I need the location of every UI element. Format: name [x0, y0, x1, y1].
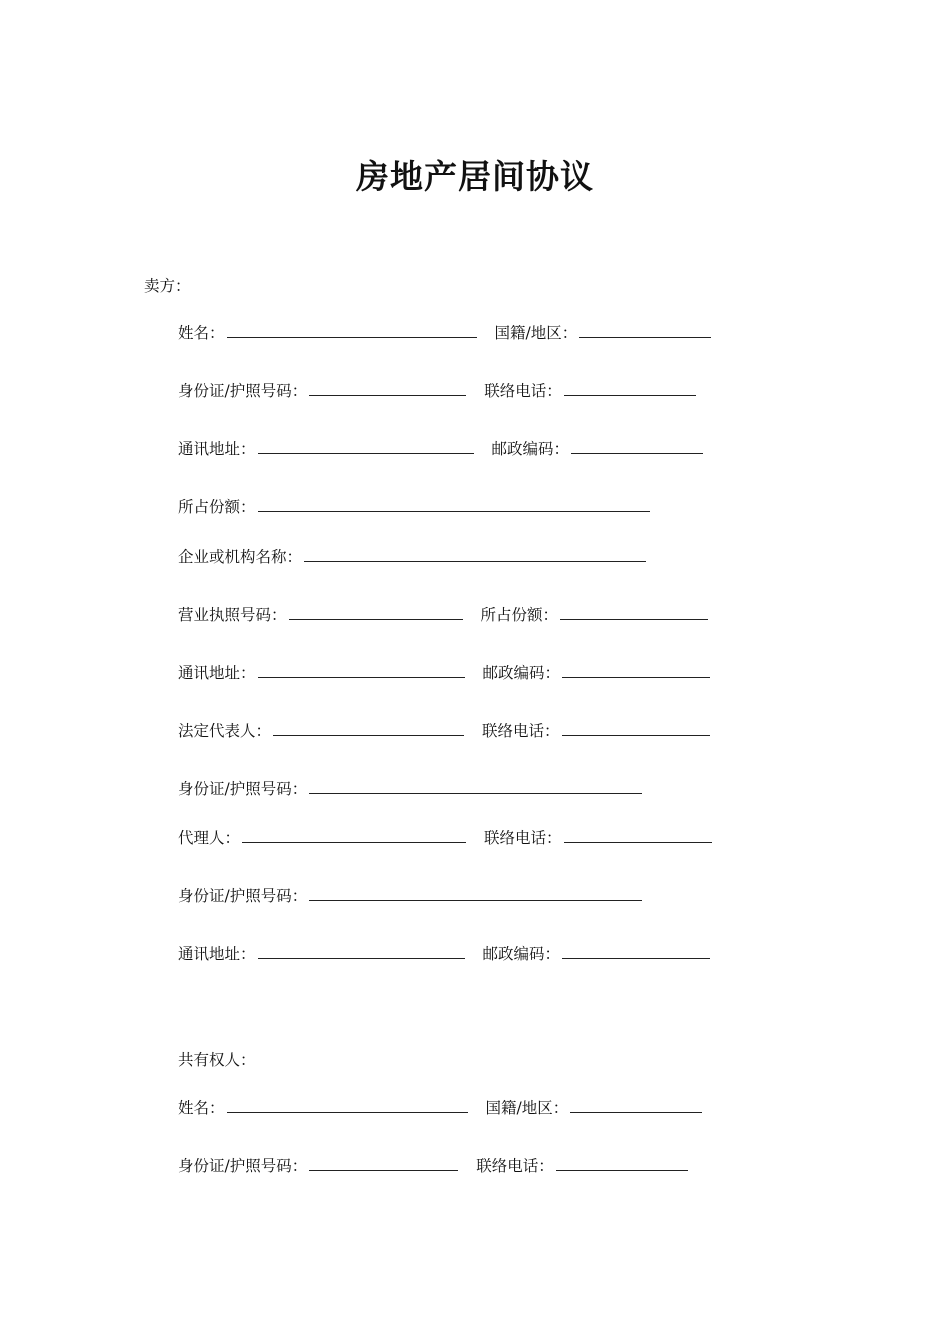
agent-address-row: [178, 942, 710, 966]
co-owner-heading: 共有权人：: [178, 1051, 256, 1069]
company-postcode-label: 邮政编码：: [482, 664, 561, 682]
seller-phone-label: 联络电话：: [484, 382, 562, 400]
co-owner-name-field[interactable]: [227, 1098, 468, 1113]
legal-rep-label: 法定代表人：: [178, 722, 272, 740]
co-owner-id-row: [178, 1154, 688, 1178]
agent-id-row: [178, 884, 642, 908]
legal-rep-field[interactable]: [273, 721, 464, 736]
seller-id-field[interactable]: [309, 381, 466, 396]
co-owner-name-label: 姓名：: [178, 1099, 225, 1117]
agent-label: 代理人：: [178, 829, 241, 847]
company-name-field[interactable]: [304, 547, 646, 562]
seller-share-field[interactable]: [258, 497, 650, 512]
co-owner-nationality-label: 国籍/地区：: [485, 1099, 569, 1117]
seller-postcode-label: 邮政编码：: [491, 440, 570, 458]
agent-postcode-field[interactable]: [562, 944, 710, 959]
document-title: 房地产居间协议: [356, 157, 594, 196]
seller-heading: 卖方：: [144, 277, 191, 295]
co-owner-name-row: [178, 1096, 702, 1120]
company-address-label: 通讯地址：: [178, 664, 256, 682]
seller-address-label: 通讯地址：: [178, 440, 256, 458]
agent-address-field[interactable]: [258, 944, 465, 959]
seller-name-row: [178, 321, 711, 345]
company-address-row: [178, 661, 710, 685]
legal-rep-phone-field[interactable]: [562, 721, 710, 736]
seller-name-label: 姓名：: [178, 324, 225, 342]
agent-id-field[interactable]: [309, 886, 642, 901]
seller-postcode-field[interactable]: [571, 439, 703, 454]
agent-address-label: 通讯地址：: [178, 945, 256, 963]
agent-phone-label: 联络电话：: [484, 829, 562, 847]
co-owner-phone-field[interactable]: [556, 1156, 688, 1171]
agent-field[interactable]: [242, 828, 466, 843]
company-postcode-field[interactable]: [562, 663, 710, 678]
co-owner-phone-label: 联络电话：: [476, 1157, 554, 1175]
seller-share-row: [178, 495, 650, 519]
legal-rep-row: [178, 719, 710, 743]
seller-address-field[interactable]: [258, 439, 474, 454]
legal-rep-id-label: 身份证/护照号码：: [178, 780, 308, 798]
company-address-field[interactable]: [258, 663, 465, 678]
seller-name-field[interactable]: [227, 323, 477, 338]
agent-row: [178, 826, 712, 850]
seller-nationality-field[interactable]: [579, 323, 711, 338]
co-owner-nationality-field[interactable]: [570, 1098, 702, 1113]
co-owner-id-label: 身份证/护照号码：: [178, 1157, 308, 1175]
license-label: 营业执照号码：: [178, 606, 287, 624]
seller-phone-field[interactable]: [564, 381, 696, 396]
seller-share-label: 所占份额：: [178, 498, 256, 516]
seller-address-row: [178, 437, 703, 461]
agent-postcode-label: 邮政编码：: [482, 945, 561, 963]
license-row: [178, 603, 708, 627]
co-owner-id-field[interactable]: [309, 1156, 458, 1171]
legal-rep-id-row: [178, 777, 642, 801]
seller-nationality-label: 国籍/地区：: [494, 324, 578, 342]
agent-id-label: 身份证/护照号码：: [178, 887, 308, 905]
legal-rep-phone-label: 联络电话：: [482, 722, 560, 740]
company-share-label: 所占份额：: [480, 606, 559, 624]
seller-id-row: [178, 379, 696, 403]
company-share-field[interactable]: [560, 605, 708, 620]
company-name-label: 企业或机构名称：: [178, 548, 303, 566]
legal-rep-id-field[interactable]: [309, 779, 642, 794]
company-name-row: [178, 545, 646, 569]
agent-phone-field[interactable]: [564, 828, 712, 843]
license-field[interactable]: [289, 605, 463, 620]
seller-id-label: 身份证/护照号码：: [178, 382, 308, 400]
